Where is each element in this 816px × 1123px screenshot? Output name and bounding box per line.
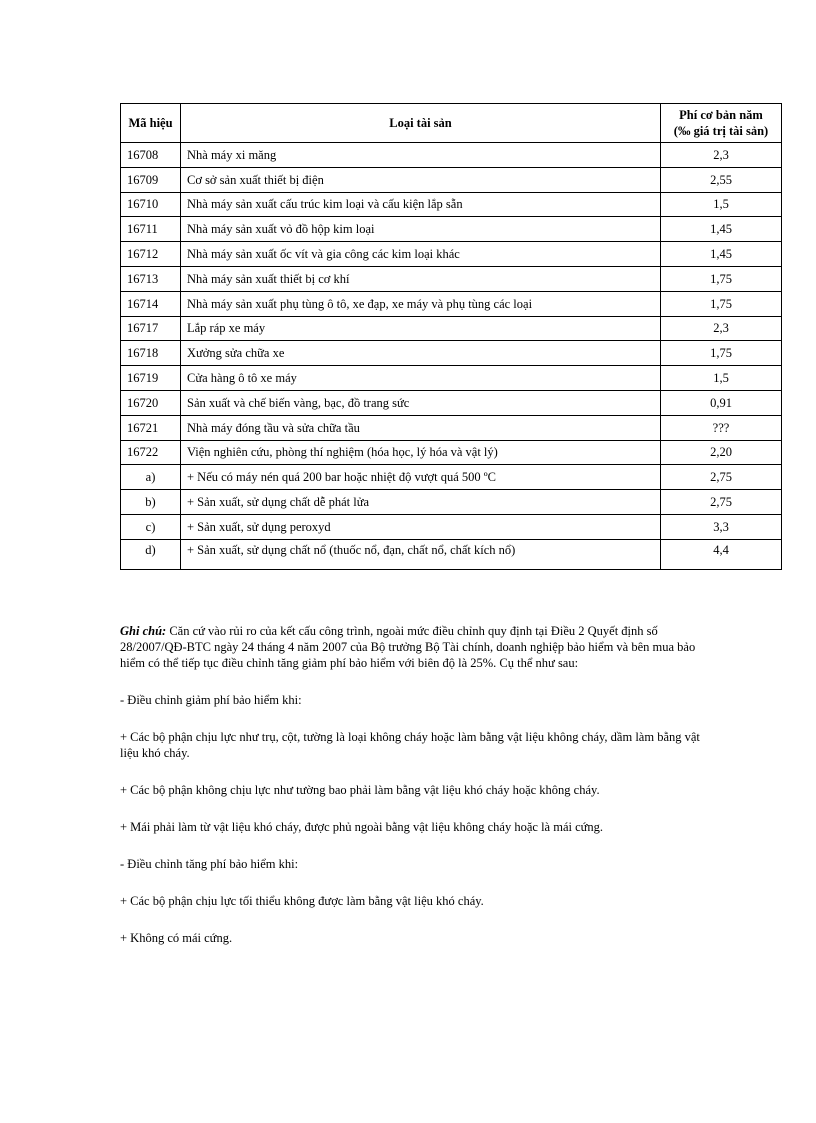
notes-label: Ghi chú:: [120, 624, 167, 638]
row-asset: Nhà máy sản xuất ốc vít và gia công các kim loại khác: [181, 242, 661, 267]
table-row: [121, 167, 782, 192]
decrease-item-3: + Mái phải làm từ vật liệu khó cháy, được phủ ngoài bằng vật liệu không cháy hoặc là mái cứng.: [120, 820, 604, 834]
row-fee: 4,4: [661, 539, 782, 569]
table-row: [121, 242, 782, 267]
row-asset: Nhà máy xi măng: [181, 143, 661, 168]
row-fee: ???: [661, 415, 782, 440]
row-asset: Xưởng sửa chữa xe: [181, 341, 661, 366]
row-fee: 1,5: [661, 192, 782, 217]
row-fee: 1,75: [661, 291, 782, 316]
row-fee: 2,20: [661, 440, 782, 465]
row-asset: + Sản xuất, sử dụng chất nổ (thuốc nổ, đạn, chất nổ, chất kích nổ): [181, 539, 661, 569]
row-asset: + Nếu có máy nén quá 200 bar hoặc nhiệt độ vượt quá 500 ºC: [181, 465, 661, 490]
table-row: [121, 366, 782, 391]
table-row: [121, 217, 782, 242]
row-asset: Viện nghiên cứu, phòng thí nghiệm (hóa học, lý hóa và vật lý): [181, 440, 661, 465]
row-asset: Lắp ráp xe máy: [181, 316, 661, 341]
row-code: 16709: [121, 167, 181, 192]
row-code: 16721: [121, 415, 181, 440]
row-asset: Nhà máy sản xuất phụ tùng ô tô, xe đạp, xe máy và phụ tùng các loại: [181, 291, 661, 316]
header-code: Mã hiệu: [121, 104, 181, 143]
row-asset: Nhà máy sản xuất cấu trúc kim loại và cấu kiện lắp sẵn: [181, 192, 661, 217]
table-row: [121, 514, 782, 539]
table-row: [121, 192, 782, 217]
header-asset: Loại tài sản: [181, 104, 661, 143]
table-row: [121, 465, 782, 490]
row-code: 16714: [121, 291, 181, 316]
table-row: [121, 143, 782, 168]
row-code: 16722: [121, 440, 181, 465]
row-asset: + Sản xuất, sử dụng chất dễ phát lửa: [181, 490, 661, 515]
row-code: 16710: [121, 192, 181, 217]
increase-item-2: + Không có mái cứng.: [120, 931, 233, 945]
row-code: 16717: [121, 316, 181, 341]
row-fee: 1,75: [661, 341, 782, 366]
row-asset: Nhà máy đóng tầu và sửa chữa tầu: [181, 415, 661, 440]
table-row: [121, 390, 782, 415]
row-code: b): [121, 490, 181, 515]
row-fee: 3,3: [661, 514, 782, 539]
decrease-item-2: + Các bộ phận không chịu lực như tường bao phải làm bằng vật liệu khó cháy hoặc không cháy.: [120, 783, 600, 797]
row-code: 16720: [121, 390, 181, 415]
header-fee: [661, 104, 782, 143]
row-asset: Cơ sở sản xuất thiết bị điện: [181, 167, 661, 192]
row-code: 16708: [121, 143, 181, 168]
table-row: [121, 415, 782, 440]
table-header-row: [121, 104, 782, 143]
row-code: 16719: [121, 366, 181, 391]
row-code: a): [121, 465, 181, 490]
row-code: 16718: [121, 341, 181, 366]
table-row: [121, 316, 782, 341]
row-asset: Sản xuất và chế biến vàng, bạc, đồ trang sức: [181, 390, 661, 415]
row-fee: 1,45: [661, 242, 782, 267]
header-fee-line1: Phí cơ bản năm: [679, 108, 763, 122]
row-fee: 2,3: [661, 316, 782, 341]
row-code: 16713: [121, 266, 181, 291]
header-fee-line2: (‰ giá trị tài sản): [673, 124, 769, 138]
table-row: [121, 490, 782, 515]
decrease-item-1: + Các bộ phận chịu lực như trụ, cột, tường là loại không cháy hoặc làm bằng vật liệu không cháy, dầm làm bằng vật liệu khó cháy.: [120, 730, 700, 760]
row-fee: 2,3: [661, 143, 782, 168]
row-asset: Cửa hàng ô tô xe máy: [181, 366, 661, 391]
row-fee: 2,75: [661, 490, 782, 515]
row-fee: 1,75: [661, 266, 782, 291]
row-fee: 1,45: [661, 217, 782, 242]
row-fee: 0,91: [661, 390, 782, 415]
notes-section: [120, 623, 710, 946]
table-row: [121, 440, 782, 465]
row-code: d): [121, 539, 181, 569]
row-fee: 1,5: [661, 366, 782, 391]
row-code: 16712: [121, 242, 181, 267]
row-asset: Nhà máy sản xuất thiết bị cơ khí: [181, 266, 661, 291]
increase-item-1: + Các bộ phận chịu lực tối thiểu không được làm bằng vật liệu khó cháy.: [120, 894, 484, 908]
notes-intro-text: Căn cứ vào rủi ro của kết cấu công trình, ngoài mức điều chỉnh quy định tại Điều 2 Quyết định số 28/2007/QĐ-BTC ngày 24 tháng 4 năm 2007 của Bộ trưởng Bộ Tài chính, doanh nghiệp bảo hiểm và bên mua bảo hiểm có thể tiếp tục điều chỉnh tăng giảm phí bảo hiểm với biên độ là 25%. Cụ thể như sau:: [120, 624, 696, 670]
increase-heading: - Điều chỉnh tăng phí bảo hiểm khi:: [120, 857, 299, 871]
row-asset: + Sản xuất, sử dụng peroxyd: [181, 514, 661, 539]
insurance-rate-table: [120, 103, 782, 570]
table-row: [121, 291, 782, 316]
row-code: 16711: [121, 217, 181, 242]
table-row: [121, 266, 782, 291]
row-fee: 2,75: [661, 465, 782, 490]
decrease-heading: - Điều chỉnh giảm phí bảo hiểm khi:: [120, 693, 302, 707]
table-row: [121, 341, 782, 366]
notes-intro: [120, 623, 710, 671]
row-fee: 2,55: [661, 167, 782, 192]
row-asset: Nhà máy sản xuất vỏ đồ hộp kim loại: [181, 217, 661, 242]
table-row: [121, 539, 782, 569]
row-code: c): [121, 514, 181, 539]
